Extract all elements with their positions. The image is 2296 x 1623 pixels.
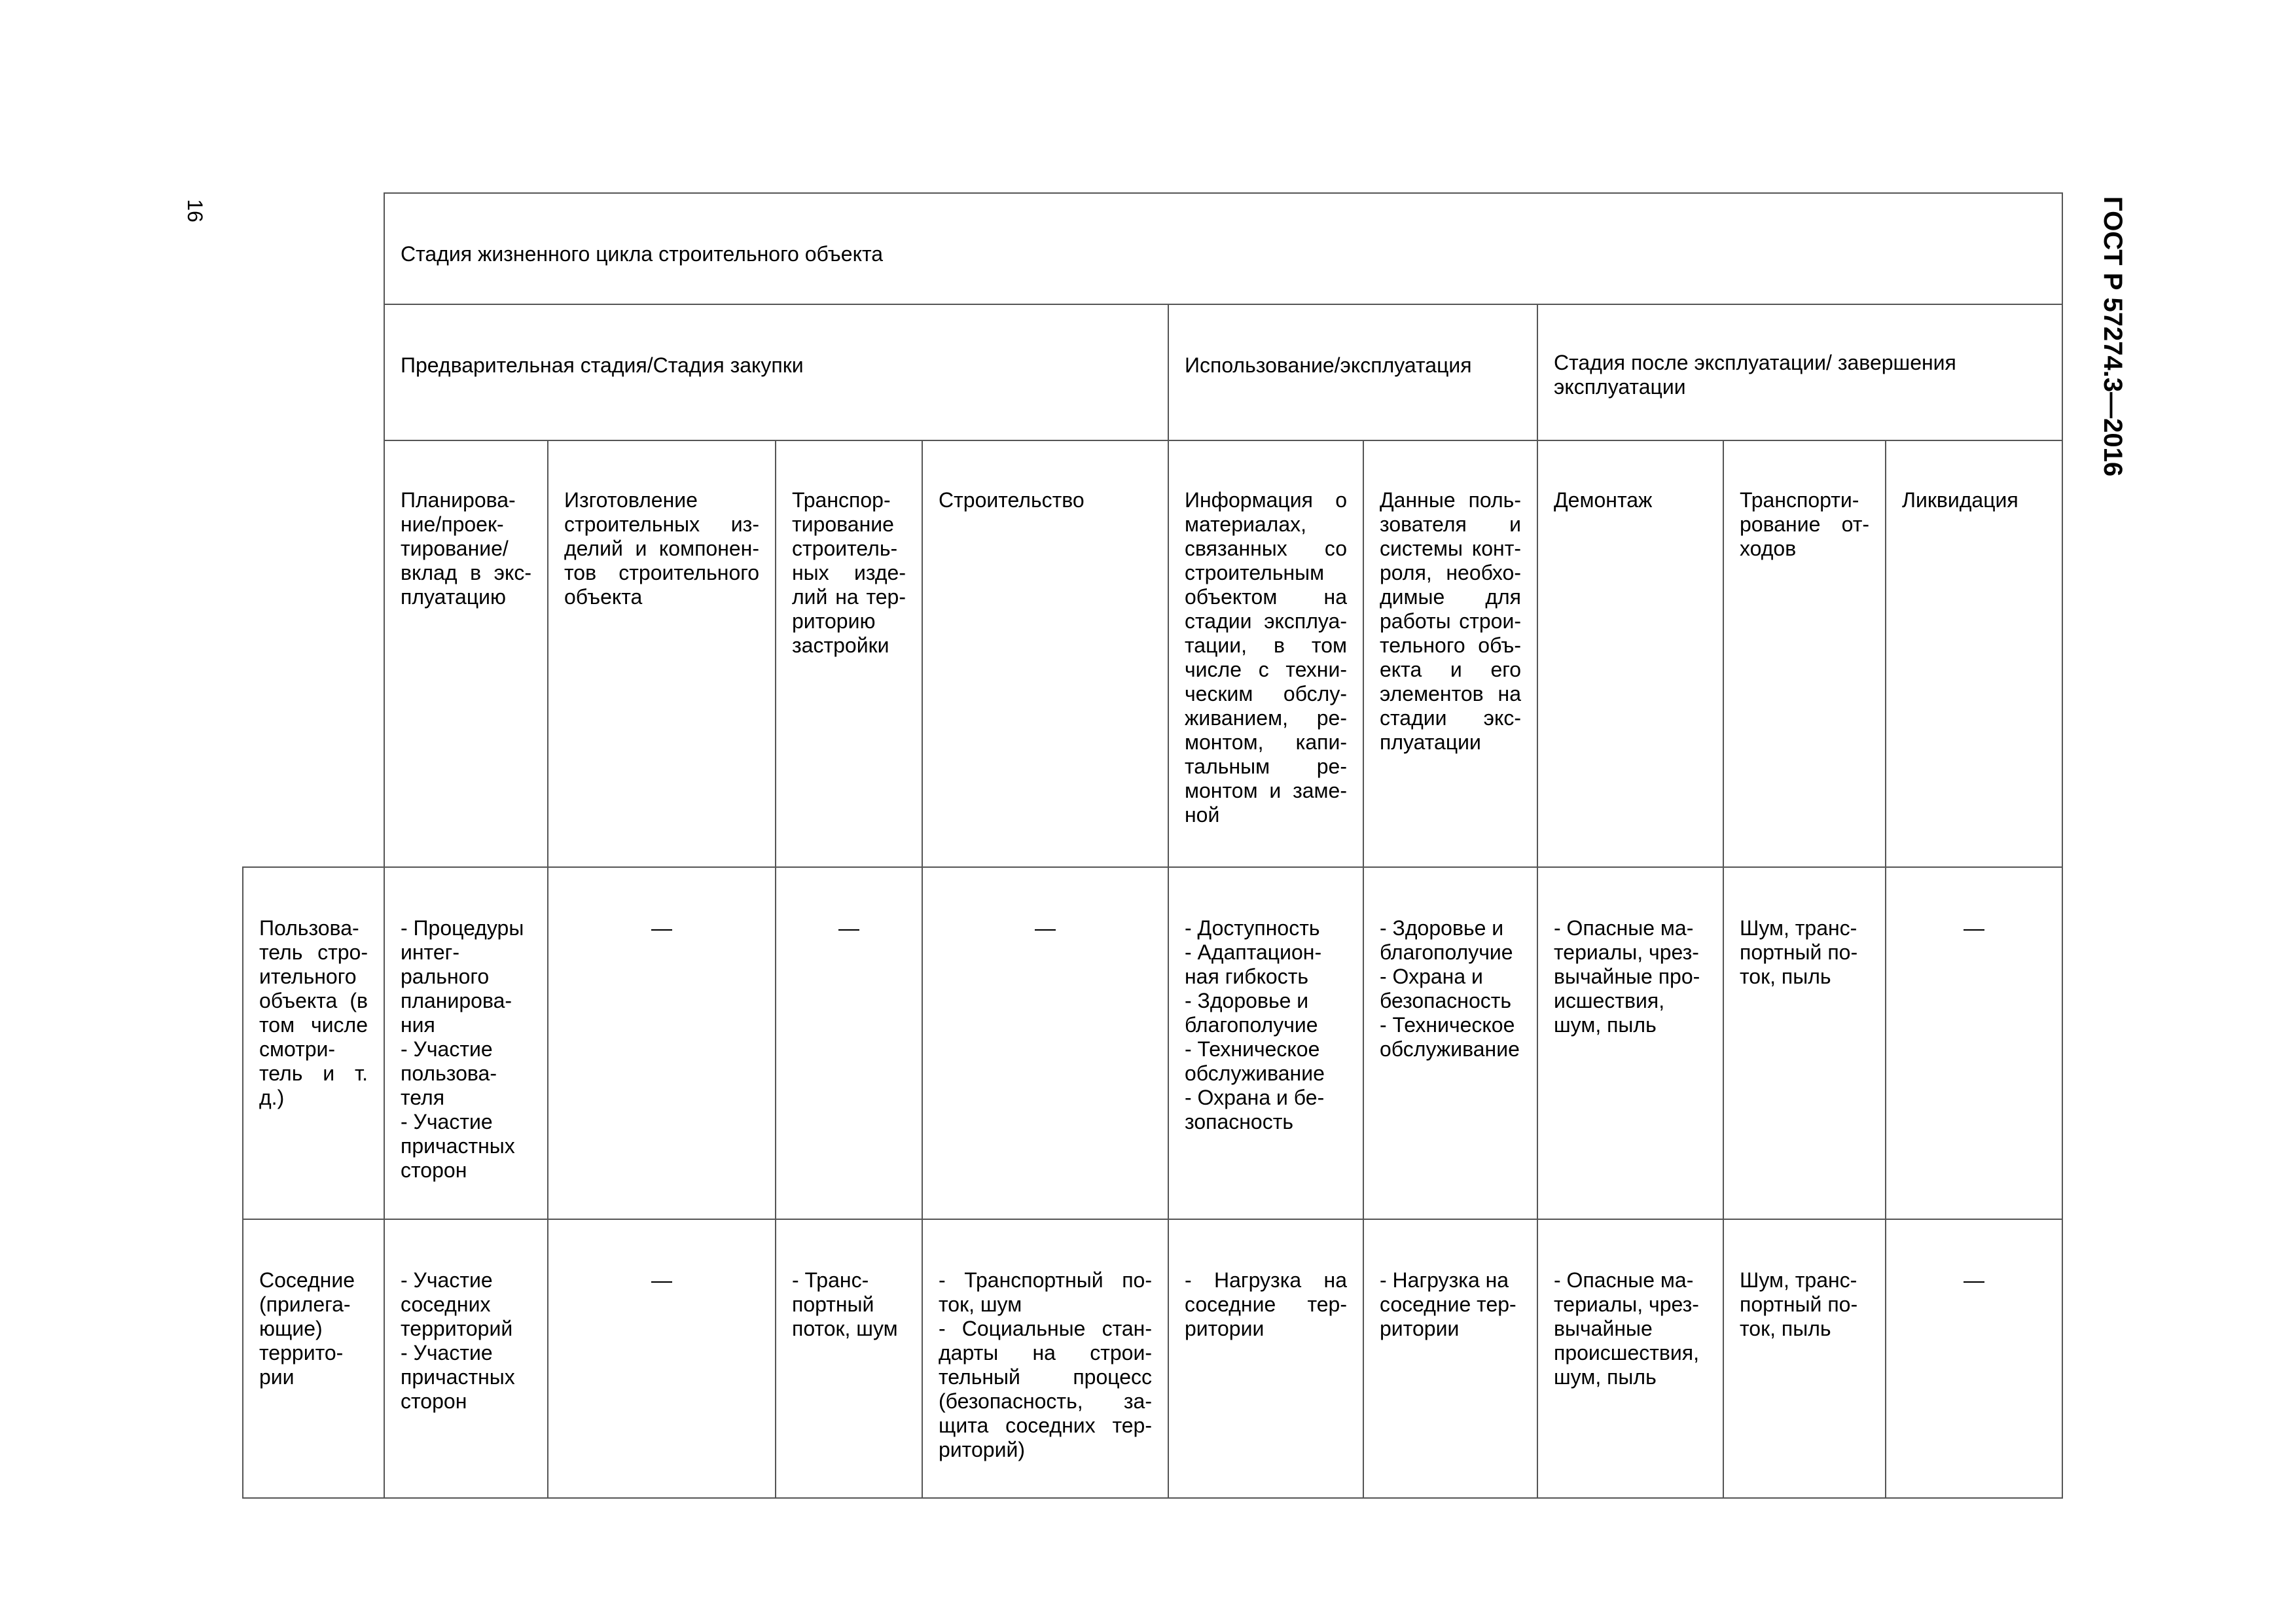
table-cell: - Участие соседних территорий - Участие причастных сторон bbox=[401, 1268, 515, 1413]
table-cell: - Доступность - Адаптационная гибкость - Здоровье и благополучие - Техническое обслуживание - Охрана и безопасность bbox=[1185, 916, 1325, 1133]
header-lifecycle: Стадия жизненного цикла строительного объекта bbox=[401, 242, 884, 266]
page-number: 16 bbox=[183, 199, 207, 223]
table-cell: - Опасные материалы, чрезвычайные происшествия, шум, пыль bbox=[1554, 916, 1700, 1037]
table-cell: Шум, транспортный поток, пыль bbox=[1740, 916, 1858, 988]
table-border bbox=[384, 304, 2063, 305]
row-label: Соседние (прилегающие) территории bbox=[259, 1268, 355, 1389]
table-cell: - Опасные материалы, чрезвычайные происшествия, шум, пыль bbox=[1554, 1268, 1700, 1389]
table-border bbox=[242, 866, 2063, 868]
table-cell: - Транспортный поток, шум bbox=[792, 1268, 898, 1340]
table-border bbox=[384, 440, 2063, 441]
table-cell: - Процедуры интегрального планирования - Участие пользователя - Участие причастных сторон bbox=[401, 916, 524, 1182]
row-label: Пользователь строительного объекта (в том числе смотритель и т. д.) bbox=[259, 916, 368, 1109]
table-border bbox=[2062, 192, 2063, 1499]
table-cell: - Нагрузка на соседние территории bbox=[1185, 1268, 1347, 1340]
table-border bbox=[242, 1219, 2063, 1220]
table-cell: - Нагрузка на соседние территории bbox=[1380, 1268, 1516, 1340]
column-header: Планирование/проектирование/ вклад в эксплуатацию bbox=[401, 488, 531, 609]
table-border bbox=[1885, 440, 1886, 1499]
table-cell: - Транспортный поток, шум - Социальные стандарты на строительный процесс (безопасность, защита соседних территорий) bbox=[939, 1268, 1152, 1461]
table-cell: — bbox=[1964, 1268, 1984, 1292]
table-cell: — bbox=[1035, 916, 1056, 940]
column-header: Транспортирование отходов bbox=[1740, 488, 1869, 560]
column-header: Изготовление строительных изделий и компонентов строительного объекта bbox=[564, 488, 759, 609]
column-header: Ликвидация bbox=[1902, 488, 2018, 512]
column-header: Строительство bbox=[939, 488, 1085, 512]
column-header: Информация о материалах, связанных со строительным объектом на стадии эксплуатации, в том числе с техническим обслуживанием, ремонтом, капитальным ремонтом и заменой bbox=[1185, 488, 1347, 827]
table-border bbox=[384, 192, 2063, 194]
table-cell: — bbox=[651, 1268, 672, 1292]
table-cell: — bbox=[651, 916, 672, 940]
header-group-post: Стадия после эксплуатации/ завершения эксплуатации bbox=[1554, 351, 1956, 399]
table-cell: — bbox=[838, 916, 859, 940]
header-group-use: Использование/эксплуатация bbox=[1185, 353, 1472, 377]
table-cell: Шум, транспортный поток, пыль bbox=[1740, 1268, 1858, 1340]
column-header: Демонтаж bbox=[1554, 488, 1653, 512]
standard-code-text: ГОСТ Р 57274.3—2016 bbox=[2098, 196, 2127, 477]
table-cell: — bbox=[1964, 916, 1984, 940]
table-border bbox=[242, 1497, 2063, 1499]
column-header: Транспортирование строительных изделий на территорию застройки bbox=[792, 488, 906, 657]
column-header: Данные пользователя и системы контроля, необходимые для работы строительного объекта и его элементов на стадии эксплуатации bbox=[1380, 488, 1521, 754]
table-cell: - Здоровье и благополучие - Охрана и безопасность - Техническое обслуживание bbox=[1380, 916, 1520, 1061]
header-group-pre: Предварительная стадия/Стадия закупки bbox=[401, 353, 804, 377]
